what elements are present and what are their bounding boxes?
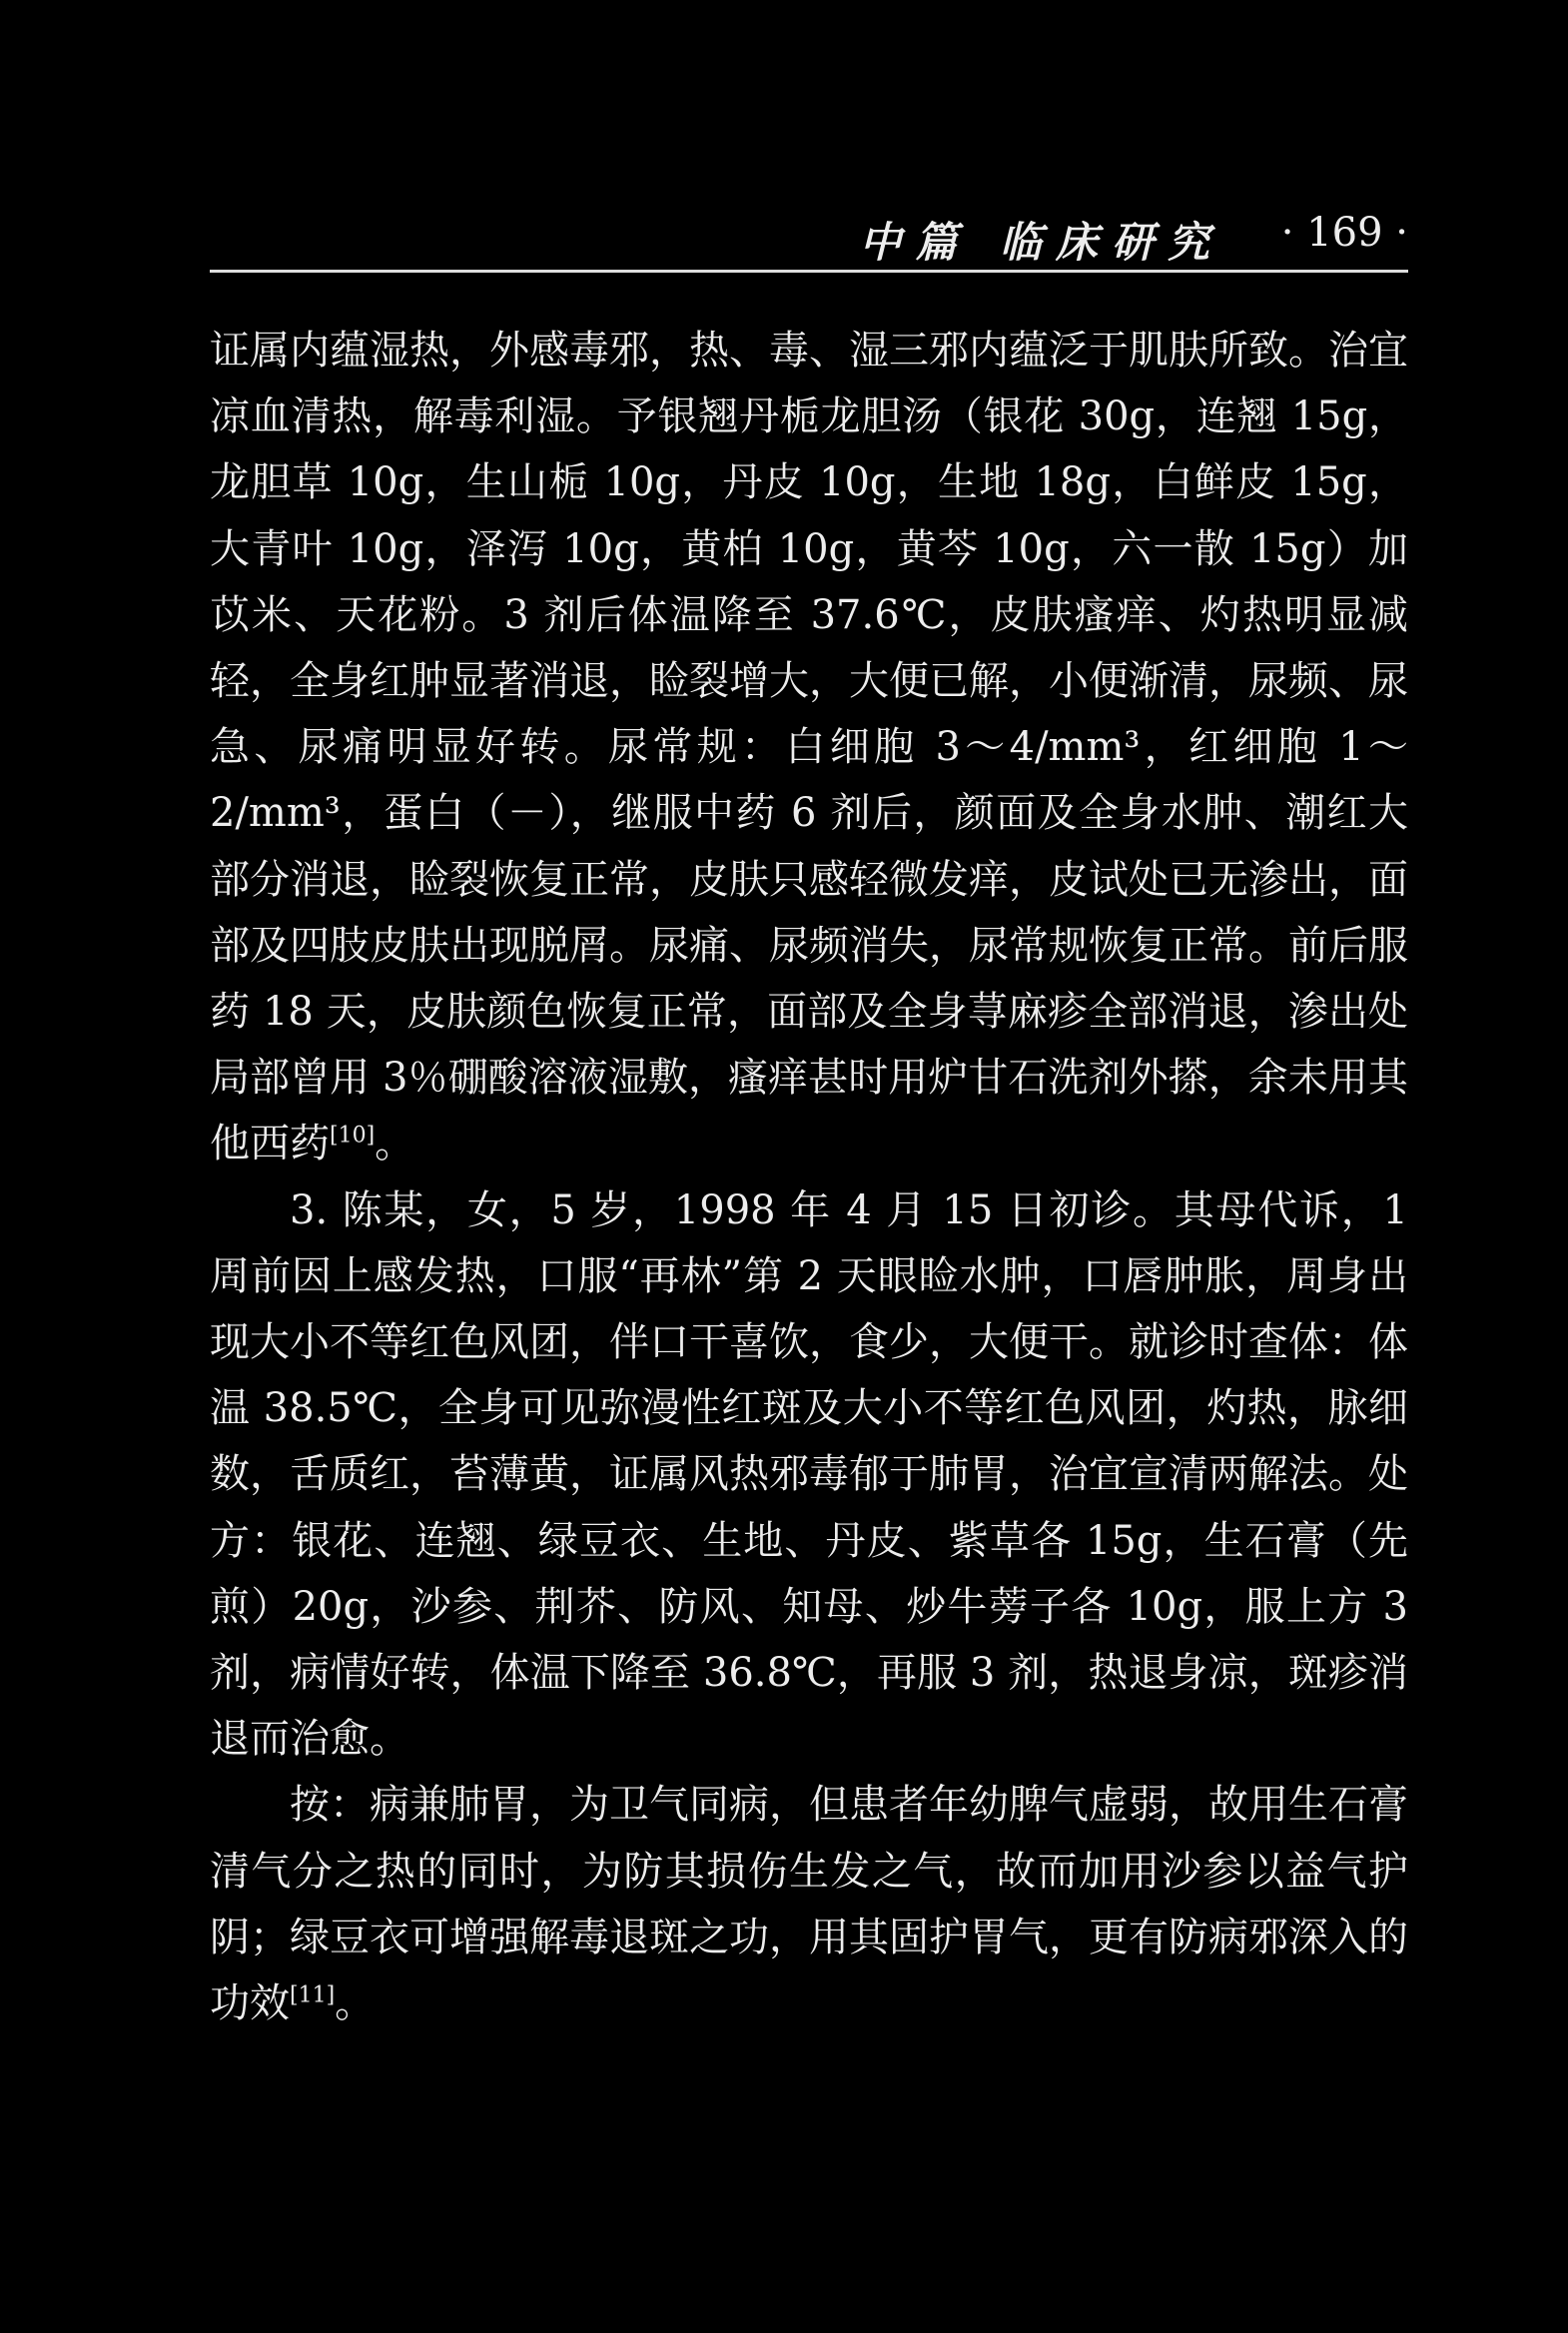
paragraph-text: 按：病兼肺胃，为卫气同病，但患者年幼脾气虚弱，故用生石膏清气分之热的同时，为防其损伤生发之气，故而加用沙参以益气护阴；绿豆衣可增强解毒退斑之功，用其固护胃气，更有防病邪深入的功效 (210, 1782, 1408, 2027)
header-rule (210, 270, 1408, 273)
running-header (210, 200, 1408, 266)
paragraph-text: 证属内蕴湿热，外感毒邪，热、毒、湿三邪内蕴泛于肌肤所致。治宜凉血清热，解毒利湿。予银翘丹栀龙胆汤（银花 30g，连翘 15g，龙胆草 10g，生山栀 10g，丹皮 10g，生地 18g，白鲜皮 15g，大青叶 10g，泽泻 10g，黄柏 10g，黄芩 10g，六一散 15g）加苡米、天花粉。3 剂后体温降至 37.6℃，皮肤瘙痒、灼热明显减轻，全身红肿显著消退，睑裂增大，大便已解，小便渐清，尿频、尿急、尿痛明显好转。尿常规：白细胞 3～4/mm³，红细胞 1～2/mm³，蛋白（－），继服中药 6 剂后，颜面及全身水肿、潮红大部分消退，睑裂恢复正常，皮肤只感轻微发痒，皮试处已无渗出，面部及四肢皮肤出现脱屑。尿痛、尿频消失，尿常规恢复正常。前后服药 18 天，皮肤颜色恢复正常，面部及全身荨麻疹全部消退，渗出处局部曾用 3％硼酸溶液湿敷，瘙痒甚时用炉甘石洗剂外搽，余未用其他西药 (210, 328, 1408, 1167)
paragraph-commentary (210, 1772, 1408, 2036)
citation-marker: [10] (330, 1124, 376, 1150)
paragraph-end: 。 (335, 1980, 376, 2027)
paragraph-text: 3. 陈某，女，5 岁，1998 年 4 月 15 日初诊。其母代诉，1 周前因上感发热，口服“再林”第 2 天眼睑水肿，口唇肿胀，周身出现大小不等红色风团，伴口干喜饮，食少，大便干。就诊时查体：体温 38.5℃，全身可见弥漫性红斑及大小不等红色风团，灼热，脉细数，舌质红，苔薄黄，证属风热邪毒郁于肺胃，治宜宣清两解法。处方：银花、连翘、绿豆衣、生地、丹皮、紫草各 15g，生石膏（先煎）20g，沙参、荆芥、防风、知母、炒牛蒡子各 10g，服上方 3 剂，病情好转，体温下降至 36.8℃，再服 3 剂，热退身凉，斑疹消退而治愈。 (210, 1186, 1408, 1763)
paragraph-case-3 (210, 1177, 1408, 1773)
paragraph-end: 。 (375, 1121, 415, 1167)
body-text (210, 318, 1408, 2036)
citation-marker: [11] (290, 1982, 336, 2008)
paragraph-case-continuation (210, 318, 1408, 1177)
running-title: 中篇 临床研究 (859, 218, 1223, 267)
page-number: · 169 · (1280, 210, 1408, 256)
